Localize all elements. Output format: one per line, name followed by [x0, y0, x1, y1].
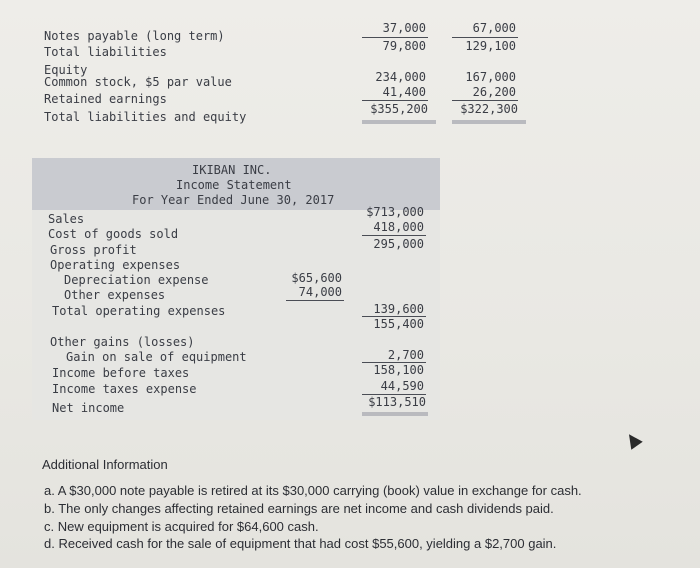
bs-value-2016-notes-payable: 67,000 — [472, 21, 516, 35]
is-label-net-income: Net income — [52, 401, 125, 415]
is-label-total-operating-expenses: Total operating expenses — [52, 304, 226, 318]
is-label-income-taxes: Income taxes expense — [52, 382, 197, 396]
double-underline — [362, 412, 428, 416]
is-label-income-before-taxes: Income before taxes — [52, 366, 190, 380]
is-value-operating-income: 155,400 — [373, 317, 424, 331]
additional-info-item-b: b. The only changes affecting retained earnings are net income and cash dividends paid. — [44, 501, 554, 516]
bs-value-2017-total-liabilities: 79,800 — [382, 39, 426, 53]
bs-value-2016-total-liabilities: 129,100 — [465, 39, 516, 53]
underline — [452, 37, 518, 38]
is-label-other-gains: Other gains (losses) — [50, 335, 195, 349]
double-underline — [362, 120, 436, 124]
underline — [362, 37, 428, 38]
is-label-operating-expenses: Operating expenses — [50, 258, 181, 272]
is-value-depreciation: $65,600 — [291, 271, 342, 285]
mouse-pointer-icon — [623, 430, 642, 449]
bs-label-equity: Equity — [44, 63, 88, 77]
bs-value-2016-common-stock: 167,000 — [465, 70, 516, 84]
is-label-gross-profit: Gross profit — [50, 243, 137, 257]
is-title: Income Statement — [176, 178, 292, 192]
is-company-name: IKIBAN INC. — [192, 163, 272, 177]
additional-info-heading: Additional Information — [42, 457, 168, 472]
underline — [362, 100, 428, 101]
is-value-net-income: $113,510 — [368, 395, 426, 409]
is-value-income-taxes: 44,590 — [380, 379, 424, 393]
is-label-depreciation: Depreciation expense — [64, 273, 209, 287]
double-underline — [452, 120, 526, 124]
bs-value-2016-retained-earnings: 26,200 — [472, 85, 516, 99]
underline — [452, 100, 518, 101]
bs-value-2017-notes-payable: 37,000 — [382, 21, 426, 35]
bs-value-2017-total-liab-equity: $355,200 — [370, 102, 428, 116]
is-label-sales: Sales — [48, 212, 85, 226]
bs-label-notes-payable: Notes payable (long term) — [44, 29, 225, 43]
additional-info-item-a: a. A $30,000 note payable is retired at its $30,000 carrying (book) value in exchange for cash. — [44, 483, 582, 498]
is-value-gross-profit: 295,000 — [373, 237, 424, 251]
bs-label-total-liabilities-equity: Total liabilities and equity — [44, 110, 247, 124]
additional-info-item-c: c. New equipment is acquired for $64,600 cash. — [44, 519, 319, 534]
bs-value-2017-common-stock: 234,000 — [375, 70, 426, 84]
is-value-total-operating-expenses: 139,600 — [373, 302, 424, 316]
is-period: For Year Ended June 30, 2017 — [132, 193, 335, 207]
bs-value-2016-total-liab-equity: $322,300 — [460, 102, 518, 116]
bs-label-total-liabilities: Total liabilities — [44, 45, 167, 59]
is-value-other-expenses: 74,000 — [298, 285, 342, 299]
underline — [362, 235, 426, 236]
underline — [286, 300, 344, 301]
bs-value-2017-retained-earnings: 41,400 — [382, 85, 426, 99]
is-value-income-before-taxes: 158,100 — [373, 363, 424, 377]
is-label-other-expenses: Other expenses — [64, 288, 166, 302]
is-label-cogs: Cost of goods sold — [48, 227, 179, 241]
is-value-cogs: 418,000 — [373, 220, 424, 234]
bs-label-retained-earnings: Retained earnings — [44, 92, 167, 106]
bs-label-common-stock: Common stock, $5 par value — [44, 75, 232, 89]
is-value-sales: $713,000 — [366, 205, 424, 219]
additional-info-item-d: d. Received cash for the sale of equipment that had cost $55,600, yielding a $2,700 gain. — [44, 536, 557, 551]
is-value-gain-on-sale: 2,700 — [387, 348, 424, 362]
is-label-gain-on-sale: Gain on sale of equipment — [66, 350, 247, 364]
